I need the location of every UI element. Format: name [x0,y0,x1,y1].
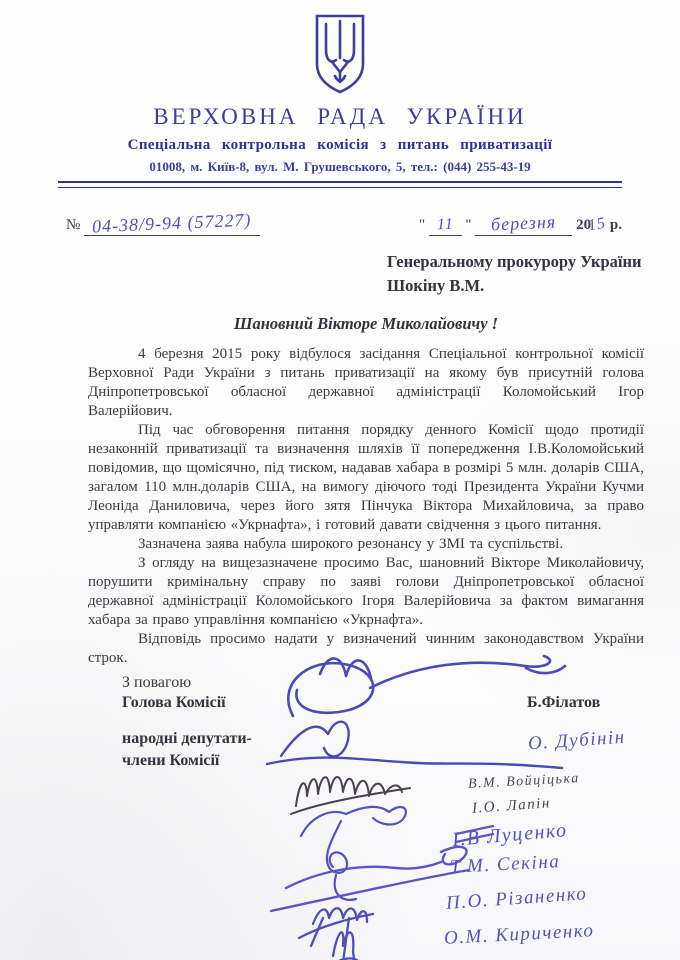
signature-monogram [327,918,357,960]
handwritten-signature-name: І.В Луценко [451,819,569,852]
deputies-title-line2: члени Комісії [122,752,220,769]
handwritten-signature-name: О. Дубінін [527,726,627,755]
paragraph: З огляду на вищезазначене просимо Вас, шановний Вікторе Миколайовичу, порушити кримінальну справу по заяві голови Дніпропетровської обласної державної адміністрації Коломойського Ігоря Валерійовича за фактом вимагання хабара за право управління компанією «Укрнафта». [88,555,644,628]
year-prefix: 20 [576,217,592,233]
signature-loops [299,908,373,946]
number-field [84,209,259,237]
handwritten-signature-name: П.О. Різаненко [445,883,588,914]
handwritten-signature-name: В.М. Войціцька [467,771,581,792]
handwritten-signature-name: О.М. Кириченко [443,920,595,949]
letterhead [0,0,680,188]
recipient-block [387,250,680,298]
ref-number [66,209,260,237]
regards-label: З повагою [122,674,192,691]
date-block [418,211,622,236]
tryzub-emblem-icon [315,14,365,94]
recipient-line1: Генеральному прокурору України [387,252,642,271]
chairman-title: Голова Комісії [122,694,226,711]
handwritten-day: 11 [436,215,454,234]
salutation: Шановний Вікторе Миколайовичу ! [233,314,499,333]
handwritten-year: 15 [586,214,608,235]
paragraph: Відповідь просимо надати у визначений чинним законодавством України строк. [88,631,644,666]
closing-section [0,674,680,960]
ink-signatures [0,644,680,960]
recipient-line2: Шокіну В.М. [387,276,485,295]
org-name: ВЕРХОВНА РАДА УКРАЇНИ [153,104,527,129]
double-rule [58,181,622,188]
chairman-name: Б.Філатов [527,694,601,711]
letter-body [88,345,644,668]
month-field [475,211,572,236]
paragraph: Під час обговорення питання порядку денного Комісії щодо протидії незаконній приватизації та визначення шляхів її попередження І.В.Коломойський повідомив, що щомісячно, під тиском, надавав хабара в розмірі 5 млн. доларів США, загалом 110 млн.доларів США, на вимогу діючого тоді Президента України Кучми Леоніда Даниловича, через його зятя Пінчука Віктора Михайловича, за право управляти компанією «Укрнафта», і готовий давати свідчення з цього питання. [88,422,644,533]
handwritten-month: березня [490,211,557,235]
signature-voitsitska [291,777,410,814]
paragraph: 4 березня 2015 року відбулося засідання Спеціальної контрольної комісії Верховної Ради України з питань приватизації на якому був присутній голова Дніпропетровської обласної державної адміністрації Коломойський Ігор Валерійович. [88,346,644,419]
commission-subtitle: Спеціальна контрольна комісія з питань приватизації [127,137,553,153]
paragraph: Зазначена заява набула широкого резонансу у ЗМІ та суспільстві. [138,536,564,552]
address-line: 01008, м. Київ-8, вул. М. Грушевського, 5, тел.: (044) 255-43-19 [149,159,531,174]
number-label: № [66,217,81,233]
year-unit: р. [609,217,622,233]
signature-lapin [301,807,406,900]
ref-date-line [66,200,622,236]
signature-dubinin [267,722,562,768]
deputies-title-line1: народні депутати- [122,730,252,747]
date-close-quote: " [465,217,472,233]
day-field [429,217,462,236]
handwritten-signature-name: І.О. Лапін [471,795,552,817]
handwritten-signature-name: Т.М. Секіна [449,851,561,878]
date-open-quote: " [418,217,426,233]
handwritten-ref-number: 04-38/9-94 (57227) [91,209,252,237]
